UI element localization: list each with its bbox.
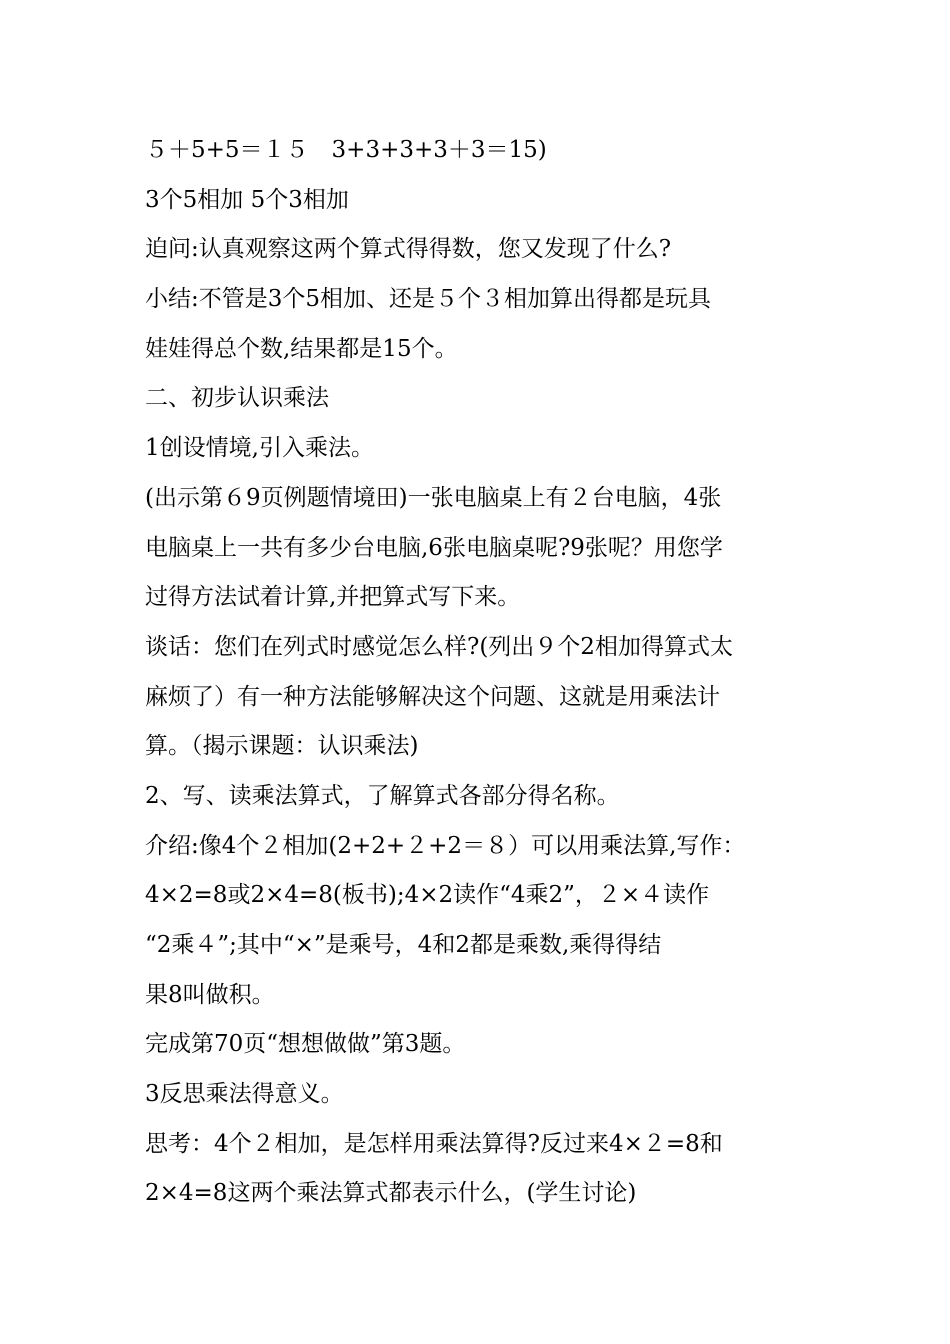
text-line-discussion-end: 算。（揭示课题：认识乘法) xyxy=(145,733,419,760)
text-line-discussion: 谈话：您们在列式时感觉怎么样?(列出９个2相加得算式太 xyxy=(145,633,733,660)
text-line-addition-groups: 3个5相加 5个3相加 xyxy=(145,186,349,213)
text-line-introduction-cont: 4×2=8或2×4=8(板书);4×2读作“4乘2”，２×４读作 xyxy=(145,882,710,909)
text-line-summary-cont: 娃娃得总个数,结果都是15个。 xyxy=(145,335,458,362)
text-line-example-cont: 电脑桌上一共有多少台电脑,6张电脑桌呢?9张呢？用您学 xyxy=(145,534,723,561)
text-line-thinking: 思考：4个２相加，是怎样用乘法算得?反过来4×２=8和 xyxy=(145,1130,723,1157)
text-line-summary: 小结:不管是3个5相加、还是５个３相加算出得都是玩具 xyxy=(145,286,712,313)
text-line-step-3: 3反思乘法得意义。 xyxy=(145,1081,344,1108)
text-line-discussion-cont: 麻烦了）有一种方法能够解决这个问题、这就是用乘法计 xyxy=(145,683,720,710)
text-line-step-1: 1创设情境,引入乘法。 xyxy=(145,435,374,462)
section-heading-multiplication: 二、初步认识乘法 xyxy=(145,385,329,412)
text-line-introduction-end: 果8叫做积。 xyxy=(145,981,275,1008)
document-body xyxy=(145,126,825,1219)
text-line-introduction: 介绍:像4个２相加(2+2+２+2＝８）可以用乘法算,写作： xyxy=(145,832,746,859)
text-line-thinking-cont: 2×4=8这两个乘法算式都表示什么，(学生讨论) xyxy=(145,1180,637,1207)
text-line-follow-up-question: 迫问:认真观察这两个算式得得数，您又发现了什么? xyxy=(145,236,672,263)
text-line-example-end: 过得方法试着计算,并把算式写下来。 xyxy=(145,584,521,611)
text-line-equations: ５＋5+5＝１５ 3+3+3+3＋3＝15) xyxy=(145,137,547,163)
text-line-introduction-terms: “2乘４”;其中“×”是乘号，4和2都是乘数,乘得得结 xyxy=(145,932,662,958)
text-line-step-2: 2、写、读乘法算式，了解算式各部分得名称。 xyxy=(145,782,620,809)
text-line-exercise: 完成第70页“想想做做”第3题。 xyxy=(145,1031,466,1058)
text-line-example: (出示第６9页例题情境田)一张电脑桌上有２台电脑，4张 xyxy=(145,484,722,511)
